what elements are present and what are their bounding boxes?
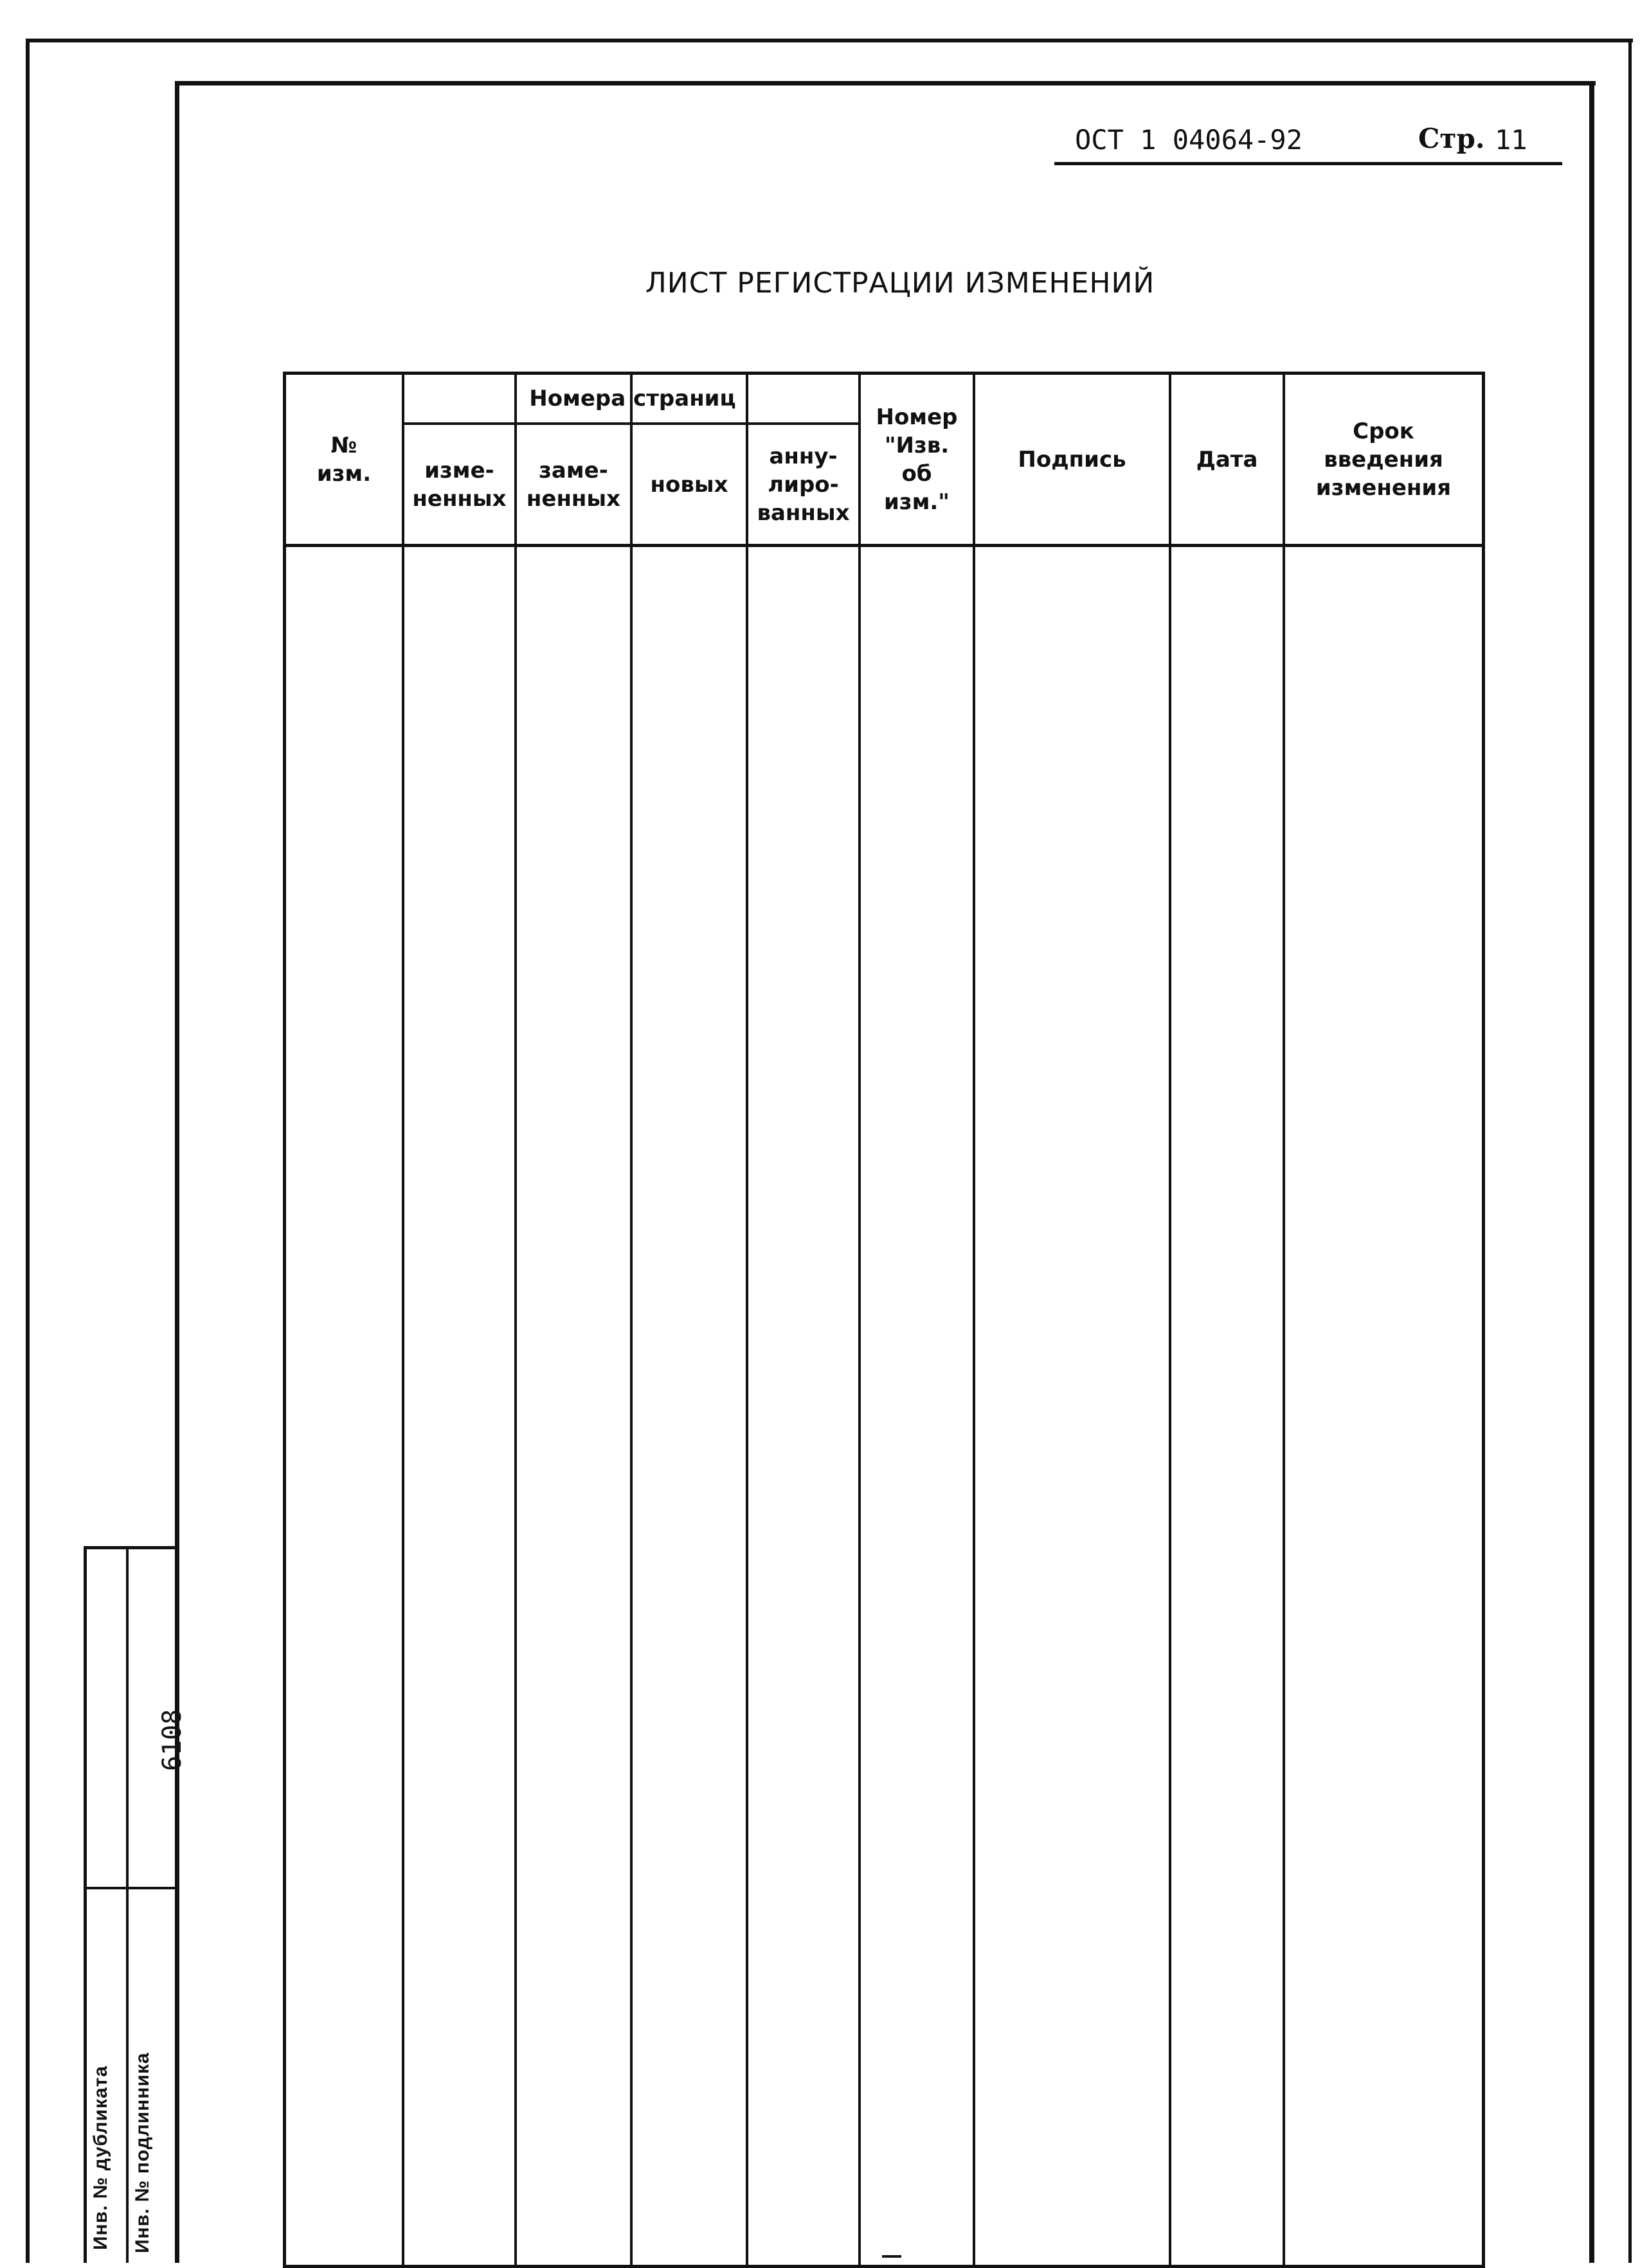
- col-divider: [630, 375, 633, 2265]
- col-divider: [1169, 375, 1171, 2265]
- col-divider: [514, 375, 517, 2265]
- frame-top: [175, 81, 1596, 86]
- header-notice-no: Номер "Изв. об изм.": [876, 404, 958, 515]
- header-page-numbers: Номера страниц: [529, 386, 736, 411]
- col-divider: [1283, 375, 1285, 2265]
- header-signature: Подпись: [1018, 446, 1126, 473]
- page-number: 11: [1495, 124, 1527, 156]
- stamp-middle-line: [126, 1546, 129, 2263]
- col-divider: [402, 375, 404, 2265]
- header-cancelled: анну- лиро- ванных: [757, 443, 850, 526]
- header-effective-date: Срок введения изменения: [1315, 418, 1452, 501]
- bottom-dash-mark: [882, 2255, 901, 2258]
- col-divider: [858, 375, 861, 2265]
- duplicate-inventory-label: Инв. № дубликата: [90, 2065, 111, 2250]
- header-bottom-divider: [286, 544, 1482, 547]
- document-code: ОСТ 1 04064-92: [1075, 124, 1303, 156]
- col-divider: [973, 375, 975, 2265]
- frame-right: [1589, 81, 1594, 2263]
- outer-border-right: [1628, 39, 1632, 2263]
- header-change-no: № изм.: [316, 432, 372, 487]
- header-replaced: заме- ненных: [526, 457, 621, 512]
- header-underline: [1054, 162, 1562, 165]
- registration-table: [283, 372, 1485, 2268]
- original-inventory-label: Инв. № подлинника: [132, 2052, 153, 2253]
- header-new: новых: [650, 471, 728, 498]
- stamp-row-divider: [84, 1887, 177, 1889]
- stamp-left-line: [84, 1546, 87, 2263]
- outer-border-top: [26, 39, 1633, 42]
- header-date: Дата: [1196, 446, 1258, 473]
- header-changed: изме- ненных: [412, 457, 507, 512]
- outer-border-left: [26, 39, 30, 2263]
- sheet-title: ЛИСТ РЕГИСТРАЦИИ ИЗМЕНЕНИЙ: [645, 267, 1155, 300]
- col-divider: [746, 375, 748, 2265]
- page-label: Стр.: [1418, 123, 1485, 154]
- frame-left: [175, 81, 179, 2263]
- original-inventory-number: 6108: [158, 1709, 187, 1771]
- stamp-top-line: [84, 1546, 177, 1549]
